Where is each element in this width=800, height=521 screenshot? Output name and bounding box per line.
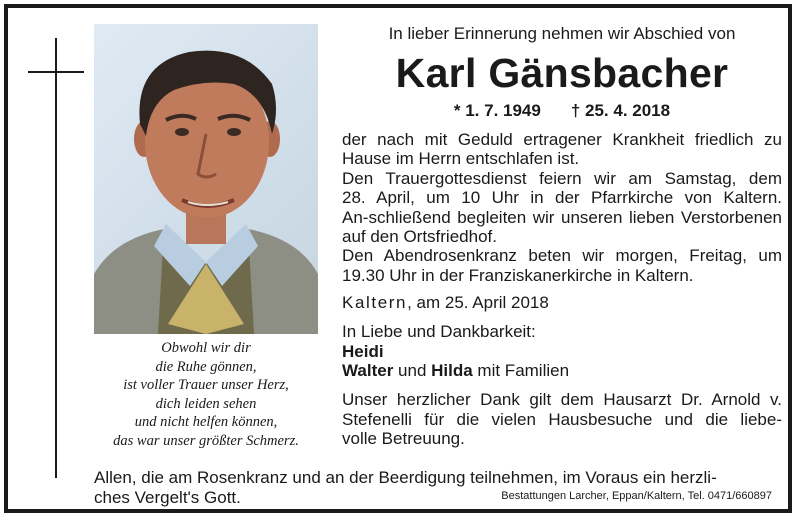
mourner-name: Walter: [342, 361, 394, 381]
poem-line: und nicht helfen können,: [134, 414, 278, 431]
text-line: volle Betreuung.: [342, 429, 465, 449]
mourner-name: Heidi: [342, 341, 384, 361]
text-fragment: schließend begleiten wir unseren lieben Verstorbenen: [368, 207, 782, 227]
mourners-line: [342, 361, 782, 380]
town-name: Kaltern: [342, 293, 408, 313]
intro-line: In lieber Erinnerung nehmen wir Abschied von: [388, 24, 736, 43]
main-text-column: [342, 24, 782, 449]
deceased-name: Karl Gänsbacher: [395, 50, 729, 96]
text-line: Den Trauergottesdienst feiern wir am Samstag, dem: [342, 168, 782, 188]
life-dates: [342, 100, 782, 122]
poem-line: Obwohl wir dir: [161, 340, 251, 356]
text-line: der nach mit Geduld ertragener Krankheit friedlich zu: [342, 130, 782, 149]
text-line: 28. April, um 10 Uhr in der Pfarrkirche von Kaltern.: [342, 188, 782, 208]
announcement-text: [342, 130, 782, 285]
text-line: [342, 208, 782, 227]
mourners-suffix: mit Familien: [472, 361, 570, 381]
mourners: [342, 322, 782, 380]
poem-line: dich leiden sehen: [155, 395, 257, 412]
death-date: † 25. 4. 2018: [570, 101, 671, 120]
mourners-connector: und: [393, 361, 432, 381]
cross-horizontal-bar: [28, 71, 84, 73]
text-line: 19.30 Uhr in der Franziskanerkirche in Kaltern.: [342, 265, 694, 285]
thanks-text: [342, 390, 782, 448]
portrait-illustration: [94, 24, 318, 334]
funeral-home-credit: Bestattungen Larcher, Eppan/Kaltern, Tel. 0471/660897: [501, 490, 772, 502]
text-line: Allen, die am Rosenkranz und an der Beerdigung teilnehmen, im Voraus ein herzli-: [94, 468, 717, 487]
text-line: Hause im Herrn entschlafen ist.: [342, 149, 580, 169]
poem-line: das war unser größter Schmerz.: [113, 432, 299, 449]
notice-date: , am 25. April 2018: [407, 293, 549, 313]
poem-line: ist voller Trauer unser Herz,: [123, 377, 289, 394]
text-line: Unser herzlicher Dank gilt dem Hausarzt Dr. Arnold v.: [342, 390, 782, 410]
text-line: Den Abendrosenkranz beten wir morgen, Freitag, um: [342, 246, 782, 266]
poem: [88, 339, 324, 451]
text-line: auf den Ortsfriedhof.: [342, 227, 497, 247]
place-and-date: [342, 293, 782, 313]
poem-line: die Ruhe gönnen,: [155, 358, 257, 375]
mourner-name: Hilda: [431, 361, 473, 381]
cross-vertical-bar: [55, 38, 57, 478]
mourners-lead: In Liebe und Dankbarkeit:: [342, 322, 536, 342]
text-line: ches Vergelt's Gott.: [94, 488, 241, 507]
portrait-photo: [94, 24, 318, 334]
obituary-notice: [4, 4, 792, 513]
text-line: Stefenelli für die vielen Hausbesuche und die liebe-: [342, 409, 782, 429]
text-fragment: An-: [342, 207, 369, 227]
birth-date: * 1. 7. 1949: [453, 101, 541, 120]
